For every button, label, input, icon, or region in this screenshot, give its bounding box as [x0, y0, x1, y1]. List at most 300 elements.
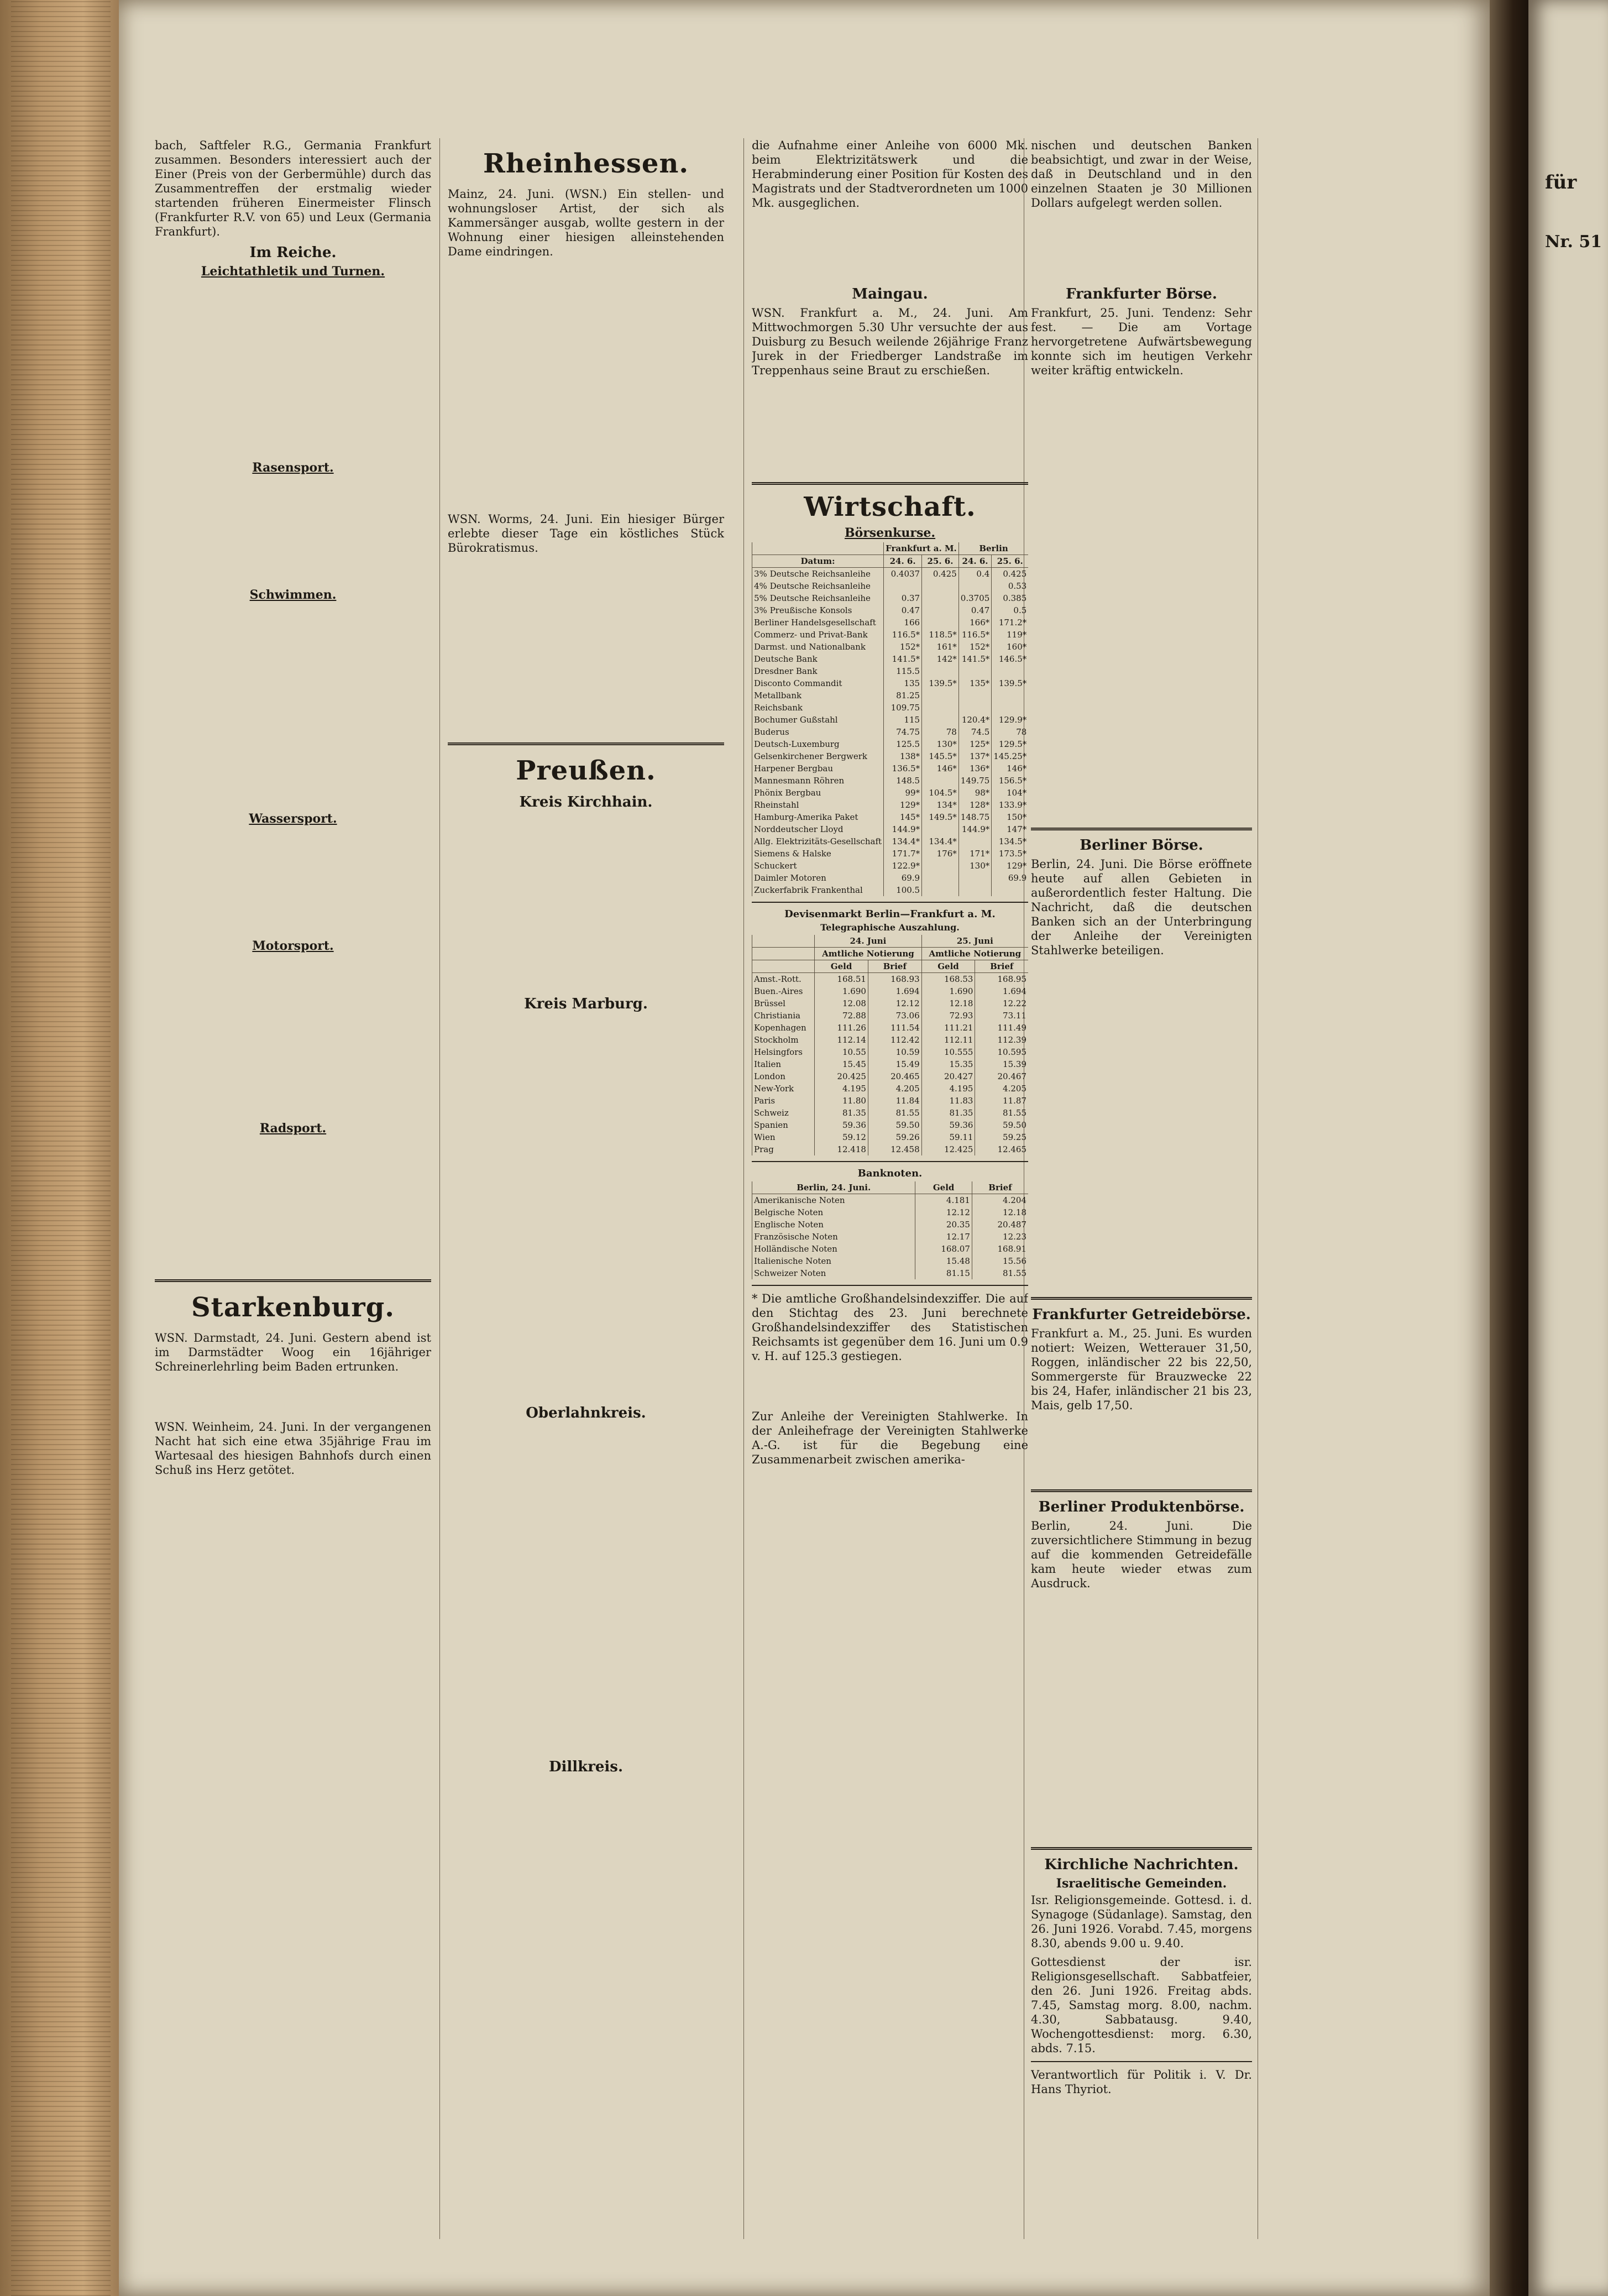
cell-value — [992, 702, 1028, 714]
book-binding — [0, 0, 119, 2296]
row-label: Dresdner Bank — [752, 665, 884, 677]
cell-value — [958, 702, 992, 714]
cell-value: 168.07 — [915, 1243, 972, 1255]
article-text: bach, Saftfeler R.G., Germania Frankfurt zusammen. Besonders interessiert auch der Einer (Preis von der Gerbermühle) durch das Zusammentreffen der erstmalig wieder startenden früheren Einermeister Flinsch (Frankfurter R.V. von 65) und Leux (Germania Frankfurt). — [155, 139, 431, 238]
cell-value: 166 — [884, 616, 922, 629]
table-row — [752, 860, 1029, 872]
cell-value: 135* — [958, 677, 992, 689]
table-row — [752, 811, 1029, 823]
column-rule — [743, 138, 744, 2239]
next-page-sliver — [1528, 0, 1608, 2296]
cell-value: 81.55 — [972, 1267, 1028, 1279]
table-row — [752, 1194, 1029, 1207]
article-body — [448, 1779, 724, 1983]
cell-value: 138* — [884, 750, 922, 762]
article-body — [155, 1138, 431, 1273]
row-label: Hamburg-Amerika Paket — [752, 811, 884, 823]
row-label: Berliner Handelsgesellschaft — [752, 616, 884, 629]
cell-value: 134* — [922, 799, 959, 811]
cell-value: 147* — [992, 823, 1028, 835]
article-text: Zur Anleihe der Vereinigten Stahlwerke. In der Anleihefrage der Vereinigten Stahlwerke A.-G. ist für die Begebung eine Zusammenarbeit zwischen amerika- — [752, 1410, 1028, 1466]
next-page-fragment: Nr. 51 — [1545, 232, 1602, 252]
cell-value: 168.95 — [975, 973, 1028, 986]
cell-value — [922, 872, 959, 884]
table-row — [752, 616, 1029, 629]
cell-value: 171.2* — [992, 616, 1028, 629]
table-header-cell: 24. 6. — [958, 555, 992, 568]
cell-value: 128* — [958, 799, 992, 811]
article-body — [448, 1425, 724, 1753]
cell-value: 59.36 — [815, 1119, 868, 1131]
cell-value — [922, 775, 959, 787]
subsection-heading: Schwimmen. — [249, 588, 337, 602]
cell-value: 74.5 — [958, 726, 992, 738]
cell-value: 145* — [884, 811, 922, 823]
cell-value — [958, 665, 992, 677]
cell-value: 15.39 — [975, 1058, 1028, 1070]
cell-value: 12.458 — [868, 1143, 921, 1155]
table-header-cell: Frankfurt a. M. — [884, 542, 959, 555]
cell-value: 112.39 — [975, 1034, 1028, 1046]
row-label: Zuckerfabrik Frankenthal — [752, 884, 884, 896]
cell-value: 171.7* — [884, 848, 922, 860]
cell-value: 20.465 — [868, 1070, 921, 1082]
cell-value: 11.83 — [921, 1095, 975, 1107]
row-label: Daimler Motoren — [752, 872, 884, 884]
section-rule — [1031, 1847, 1252, 1850]
table-row — [752, 872, 1029, 884]
cell-value: 4.205 — [975, 1082, 1028, 1095]
cell-value: 0.3705 — [958, 592, 992, 604]
cell-value: 139.5* — [922, 677, 959, 689]
article-text: Mainz, 24. Juni. (WSN.) Ein stellen- und wohnungsloser Artist, der sich als Kammersänger ausgab, wollte gestern in der Wohnung einer hiesigen alleinstehenden Dame eindringen. — [448, 187, 724, 258]
cell-value: 0.4 — [958, 568, 992, 580]
column-4 — [1031, 138, 1252, 2250]
cell-value: 12.18 — [921, 997, 975, 1010]
cell-value: 12.18 — [972, 1206, 1028, 1218]
cell-value: 20.487 — [972, 1218, 1028, 1231]
table-header-cell — [752, 948, 815, 960]
cell-value — [958, 689, 992, 702]
cell-value: 81.15 — [915, 1267, 972, 1279]
section-heading: Maingau. — [852, 286, 928, 302]
cell-value: 104* — [992, 787, 1028, 799]
cell-value: 135 — [884, 677, 922, 689]
article-body — [1031, 1595, 1252, 1840]
cell-value: 173.5* — [992, 848, 1028, 860]
cell-value: 20.35 — [915, 1218, 972, 1231]
table-row — [752, 1058, 1029, 1070]
table-row — [752, 702, 1029, 714]
cell-value: 0.47 — [884, 604, 922, 616]
cell-value: 73.11 — [975, 1010, 1028, 1022]
cell-value: 98* — [958, 787, 992, 799]
cell-value: 144.9* — [884, 823, 922, 835]
cell-value — [922, 616, 959, 629]
article-body — [448, 1016, 724, 1399]
row-label: Spanien — [752, 1119, 815, 1131]
cell-value: 148.75 — [958, 811, 992, 823]
cell-value: 59.25 — [975, 1131, 1028, 1143]
table-row — [752, 1095, 1029, 1107]
table-row — [752, 714, 1029, 726]
cell-value: 78 — [992, 726, 1028, 738]
table-header-cell: 24. Juni — [815, 935, 921, 948]
table-row — [752, 580, 1029, 592]
row-label: 3% Preußische Konsols — [752, 604, 884, 616]
subsection-heading: Oberlahnkreis. — [526, 1405, 646, 1421]
row-label: Deutsche Bank — [752, 653, 884, 665]
cell-value: 12.12 — [915, 1206, 972, 1218]
cell-value: 168.91 — [972, 1243, 1028, 1255]
article-body — [155, 477, 431, 584]
table-row — [752, 848, 1029, 860]
cell-value: 0.53 — [992, 580, 1028, 592]
cell-value: 12.23 — [972, 1231, 1028, 1243]
section-rule — [448, 742, 724, 745]
cell-value: 149.5* — [922, 811, 959, 823]
cell-value: 4.181 — [915, 1194, 972, 1207]
stock-quotes-table — [752, 542, 1028, 896]
row-label: Disconto Commandit — [752, 677, 884, 689]
table-header-cell: Berlin, 24. Juni. — [752, 1181, 915, 1194]
cell-value: 136.5* — [884, 762, 922, 775]
imprint-text: Verantwortlich für Politik i. V. Dr. Hans Thyriot. — [1031, 2068, 1252, 2096]
article-body — [155, 1482, 431, 1796]
row-label: Deutsch-Luxemburg — [752, 738, 884, 750]
cell-value: 1.694 — [975, 985, 1028, 997]
table-row — [752, 1243, 1029, 1255]
cell-value: 0.425 — [992, 568, 1028, 580]
cell-value: 145.5* — [922, 750, 959, 762]
cell-value: 149.75 — [958, 775, 992, 787]
cell-value: 130* — [958, 860, 992, 872]
article-text: WSN. Darmstadt, 24. Juni. Gestern abend ist im Darmstädter Woog ein 16jähriger Schreinerlehrling beim Baden ertrunken. — [155, 1331, 431, 1373]
table-row — [752, 985, 1029, 997]
article-text: Gottesdienst der isr. Religionsgesellschaft. Sabbatfeier, den 26. Juni 1926. Freitag abds. 7.45, Samstag morg. 8.00, nachm. 4.30, Sabbatausg. 9.40, Wochengottesdienst: morg. 6.30, abds. 7.15. — [1031, 1955, 1252, 2055]
cell-value: 166* — [958, 616, 992, 629]
row-label: London — [752, 1070, 815, 1082]
cell-value: 10.59 — [868, 1046, 921, 1058]
next-page-fragment: für — [1545, 171, 1577, 193]
cell-value: 81.35 — [921, 1107, 975, 1119]
table-header-cell: Geld — [921, 960, 975, 973]
cell-value: 81.25 — [884, 689, 922, 702]
section-rule — [752, 1161, 1028, 1162]
table-row — [752, 997, 1029, 1010]
cell-value: 152* — [884, 641, 922, 653]
section-heading: Berliner Börse. — [1080, 837, 1203, 854]
cell-value — [958, 872, 992, 884]
table-row — [752, 738, 1029, 750]
column-3 — [752, 138, 1028, 2250]
table-header-cell — [752, 935, 815, 948]
cell-value — [922, 860, 959, 872]
cell-value: 11.84 — [868, 1095, 921, 1107]
table-header-cell: Brief — [868, 960, 921, 973]
row-label: Gelsenkirchener Bergwerk — [752, 750, 884, 762]
article-body — [155, 955, 431, 1118]
row-label: New-York — [752, 1082, 815, 1095]
cell-value: 129.9* — [992, 714, 1028, 726]
cell-value: 12.418 — [815, 1143, 868, 1155]
table-row — [752, 762, 1029, 775]
cell-value: 130* — [922, 738, 959, 750]
article-text: Frankfurt, 25. Juni. Tendenz: Sehr fest. — Die am Vortage hervorgetretene Aufwärtsbewegung konnte sich im heutigen Verkehr weiter kräftig entwickeln. — [1031, 306, 1252, 377]
cell-value: 72.93 — [921, 1010, 975, 1022]
table-row — [752, 1131, 1029, 1143]
row-label: Christiania — [752, 1010, 815, 1022]
table-row — [752, 1218, 1029, 1231]
article-text: Frankfurt a. M., 25. Juni. Es wurden notiert: Weizen, Wetterauer 31,50, Roggen, inländischer 22 bis 22,50, Sommergerste für Brauzwecke 22 bis 24, Hafer, inländischer 21 bis 23, Mais, gelb 17,50. — [1031, 1327, 1252, 1412]
article-body — [1031, 962, 1252, 1290]
table-row — [752, 1010, 1029, 1022]
cell-value: 115.5 — [884, 665, 922, 677]
subsection-heading: Kreis Marburg. — [524, 996, 648, 1012]
table-header-row — [752, 555, 1029, 568]
cell-value: 15.35 — [921, 1058, 975, 1070]
table-row — [752, 1082, 1029, 1095]
cell-value: 134.4* — [884, 835, 922, 848]
article-body — [448, 559, 724, 736]
row-label: Siemens & Halske — [752, 848, 884, 860]
cell-value — [992, 884, 1028, 896]
cell-value: 129.5* — [992, 738, 1028, 750]
section-rule — [1031, 828, 1252, 830]
cell-value: 171* — [958, 848, 992, 860]
row-label: Paris — [752, 1095, 815, 1107]
cell-value: 72.88 — [815, 1010, 868, 1022]
table-row — [752, 604, 1029, 616]
section-rule — [752, 1285, 1028, 1286]
cell-value — [922, 604, 959, 616]
cell-value: 156.5* — [992, 775, 1028, 787]
cell-value: 137* — [958, 750, 992, 762]
table-row — [752, 1143, 1029, 1155]
article-body — [448, 814, 724, 990]
article-text: Isr. Religionsgemeinde. Gottesd. i. d. Synagoge (Südanlage). Samstag, den 26. Juni 1926. Vorabd. 7.45, morgens 8.30, abends 9.00 u. 9.40. — [1031, 1894, 1252, 1950]
table-title: Banknoten. — [857, 1168, 923, 1179]
row-label: Amst.-Rott. — [752, 973, 815, 986]
cell-value — [992, 665, 1028, 677]
row-label: Belgische Noten — [752, 1206, 915, 1218]
cell-value: 1.690 — [815, 985, 868, 997]
cell-value: 74.75 — [884, 726, 922, 738]
cell-value: 100.5 — [884, 884, 922, 896]
row-label: Englische Noten — [752, 1218, 915, 1231]
article-text: Berlin, 24. Juni. Die zuversichtlichere Stimmung in bezug auf die kommenden Getreidefälle kam heute wieder etwas zum Ausdruck. — [1031, 1519, 1252, 1590]
row-label: Metallbank — [752, 689, 884, 702]
cell-value: 0.5 — [992, 604, 1028, 616]
table-header-cell: Berlin — [958, 542, 1028, 555]
column-rule — [439, 138, 440, 2239]
banknotes-table — [752, 1181, 1028, 1279]
article-body — [155, 604, 431, 808]
row-label: Rheinstahl — [752, 799, 884, 811]
article-body — [1031, 215, 1252, 280]
cell-value — [922, 689, 959, 702]
cell-value: 145.25* — [992, 750, 1028, 762]
subsection-heading: Börsenkurse. — [844, 526, 936, 540]
table-title: Devisenmarkt Berlin—Frankfurt a. M. — [784, 908, 996, 920]
cell-value: 15.49 — [868, 1058, 921, 1070]
cell-value: 0.425 — [922, 568, 959, 580]
section-rule — [155, 1279, 431, 1282]
row-label: Bochumer Gußstahl — [752, 714, 884, 726]
cell-value: 59.50 — [975, 1119, 1028, 1131]
section-heading: Wirtschaft. — [804, 491, 976, 522]
row-label: Holländische Noten — [752, 1243, 915, 1255]
section-rule — [1031, 1297, 1252, 1300]
table-header-cell: Amtliche Notierung — [815, 948, 921, 960]
cell-value: 0.37 — [884, 592, 922, 604]
page-gutter — [1490, 0, 1528, 2296]
cell-value — [922, 884, 959, 896]
cell-value: 148.5 — [884, 775, 922, 787]
cell-value: 11.87 — [975, 1095, 1028, 1107]
cell-value — [922, 665, 959, 677]
cell-value: 109.75 — [884, 702, 922, 714]
cell-value: 118.5* — [922, 629, 959, 641]
cell-value: 144.9* — [958, 823, 992, 835]
cell-value: 176* — [922, 848, 959, 860]
table-row — [752, 629, 1029, 641]
row-label: Brüssel — [752, 997, 815, 1010]
table-header-cell — [752, 960, 815, 973]
table-header-cell — [752, 542, 884, 555]
binding-page-edges — [11, 0, 111, 2296]
table-row — [752, 568, 1029, 580]
cell-value: 111.54 — [868, 1022, 921, 1034]
subsection-heading: Israelitische Gemeinden. — [1056, 1876, 1227, 1891]
subsection-heading: Kreis Kirchhain. — [519, 794, 653, 810]
cell-value — [884, 580, 922, 592]
cell-value: 15.48 — [915, 1255, 972, 1267]
cell-value: 20.427 — [921, 1070, 975, 1082]
row-label: Italien — [752, 1058, 815, 1070]
article-body — [752, 215, 1028, 280]
cell-value: 116.5* — [958, 629, 992, 641]
table-row — [752, 1107, 1029, 1119]
cell-value: 133.9* — [992, 799, 1028, 811]
cell-value: 168.53 — [921, 973, 975, 986]
table-header-cell: Brief — [972, 1181, 1028, 1194]
cell-value: 141.5* — [884, 653, 922, 665]
cell-value: 116.5* — [884, 629, 922, 641]
row-label: Harpener Bergbau — [752, 762, 884, 775]
cell-value: 134.4* — [922, 835, 959, 848]
cell-value: 4.195 — [921, 1082, 975, 1095]
cell-value: 168.93 — [868, 973, 921, 986]
cell-value: 12.08 — [815, 997, 868, 1010]
cell-value: 99* — [884, 787, 922, 799]
section-rule — [752, 482, 1028, 485]
exchange-rates-table — [752, 935, 1028, 1155]
cell-value: 0.47 — [958, 604, 992, 616]
row-label: Allg. Elektrizitäts-Gesellschaft — [752, 835, 884, 848]
table-row — [752, 1206, 1029, 1218]
cell-value: 81.55 — [975, 1107, 1028, 1119]
cell-value: 4.205 — [868, 1082, 921, 1095]
table-row — [752, 787, 1029, 799]
cell-value: 142* — [922, 653, 959, 665]
table-row — [752, 1119, 1029, 1131]
row-label: Commerz- und Privat-Bank — [752, 629, 884, 641]
article-body — [752, 382, 1028, 475]
table-row — [752, 884, 1029, 896]
section-heading: Frankfurter Börse. — [1066, 286, 1217, 302]
cell-value: 81.35 — [815, 1107, 868, 1119]
table-header-cell: Brief — [975, 960, 1028, 973]
article-body — [752, 1368, 1028, 1406]
cell-value: 10.595 — [975, 1046, 1028, 1058]
row-label: Schuckert — [752, 860, 884, 872]
table-row — [752, 823, 1029, 835]
row-label: Prag — [752, 1143, 815, 1155]
table-row — [752, 1022, 1029, 1034]
table-row — [752, 1034, 1029, 1046]
row-label: Helsingfors — [752, 1046, 815, 1058]
table-row — [752, 677, 1029, 689]
cell-value: 59.12 — [815, 1131, 868, 1143]
section-rule — [1031, 1489, 1252, 1492]
cell-value: 12.12 — [868, 997, 921, 1010]
cell-value: 59.11 — [921, 1131, 975, 1143]
row-label: Norddeutscher Lloyd — [752, 823, 884, 835]
section-rule — [1031, 2061, 1252, 2062]
row-label: Buderus — [752, 726, 884, 738]
table-row — [752, 1255, 1029, 1267]
cell-value: 111.49 — [975, 1022, 1028, 1034]
cell-value: 111.26 — [815, 1022, 868, 1034]
row-label: 5% Deutsche Reichsanleihe — [752, 592, 884, 604]
cell-value: 146.5* — [992, 653, 1028, 665]
row-label: Kopenhagen — [752, 1022, 815, 1034]
cell-value: 12.465 — [975, 1143, 1028, 1155]
article-body — [1031, 1417, 1252, 1483]
subsection-heading: Wassersport. — [249, 812, 337, 826]
table-row — [752, 973, 1029, 986]
section-heading: Im Reiche. — [249, 244, 337, 261]
cell-value — [958, 580, 992, 592]
cell-value: 104.5* — [922, 787, 959, 799]
row-label: 4% Deutsche Reichsanleihe — [752, 580, 884, 592]
cell-value — [992, 689, 1028, 702]
row-label: Buen.-Aires — [752, 985, 815, 997]
column-1 — [155, 138, 431, 2250]
article-text: nischen und deutschen Banken beabsichtigt, und zwar in der Weise, daß in Deutschland und in den einzelnen Staaten je 30 Millionen Dollars aufgelegt werden sollen. — [1031, 139, 1252, 210]
cell-value: 59.26 — [868, 1131, 921, 1143]
cell-value: 4.195 — [815, 1082, 868, 1095]
table-row — [752, 1231, 1029, 1243]
cell-value: 129* — [992, 860, 1028, 872]
section-heading: Preußen. — [516, 755, 656, 786]
cell-value: 112.42 — [868, 1034, 921, 1046]
cell-value — [922, 580, 959, 592]
row-label: Schweizer Noten — [752, 1267, 915, 1279]
row-label: Mannesmann Röhren — [752, 775, 884, 787]
cell-value: 125* — [958, 738, 992, 750]
table-header-cell: Geld — [915, 1181, 972, 1194]
cell-value: 141.5* — [958, 653, 992, 665]
table-row — [752, 799, 1029, 811]
section-heading: Starkenburg. — [191, 1292, 395, 1323]
cell-value: 136* — [958, 762, 992, 775]
table-header-cell: Datum: — [752, 555, 884, 568]
table-header-row — [752, 542, 1029, 555]
cell-value: 146* — [922, 762, 959, 775]
cell-value: 10.55 — [815, 1046, 868, 1058]
